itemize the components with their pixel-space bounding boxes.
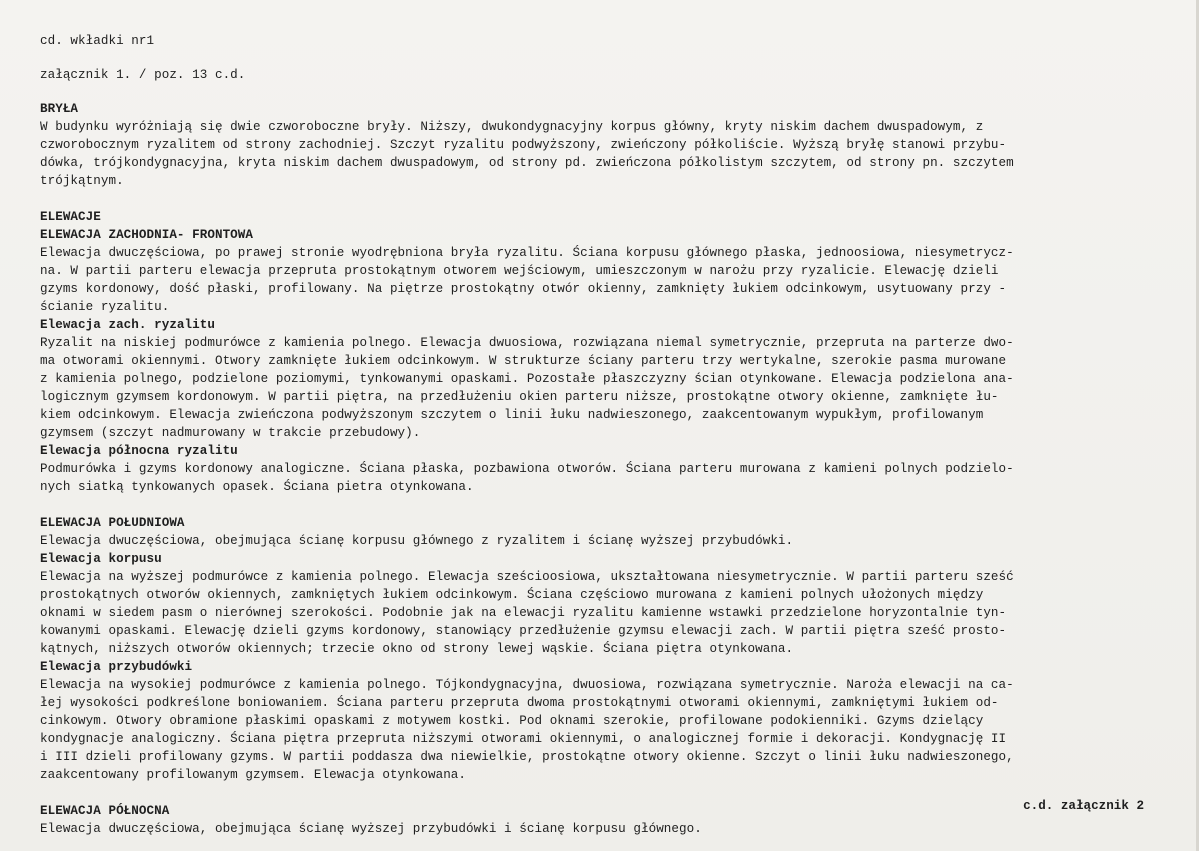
continuation-note: c.d. załącznik 2: [1023, 799, 1144, 813]
paragraph-line: dówka, trójkondygnacyjna, kryta niskim dachem dwuspadowym, od strony pd. zwieńczona półkolistym szczytem, od strony pn. szczytem: [40, 156, 1014, 170]
paragraph-line: czworobocznym ryzalitem od strony zachodniej. Szczyt ryzalitu podwyższony, zwieńczony półkoliście. Wyższą bryłę stanowi przybu-: [40, 138, 1007, 152]
section-title-elewacje: ELEWACJE: [40, 210, 101, 224]
subsection-title-polnocna: ELEWACJA PÓŁNOCNA: [40, 804, 170, 818]
paragraph-line: W budynku wyróżniają się dwie czworoboczne bryły. Niższy, dwukondygnacyjny korpus główny, kryty niskim dachem dwuspadowym, z: [40, 120, 984, 134]
subsection-title-poludniowa: ELEWACJA POŁUDNIOWA: [40, 516, 185, 530]
paragraph-line: na. W partii parteru elewacja przepruta prostokątnym otworem wejściowym, umieszczonym w narożu przy ryzalicie. Elewację dzieli: [40, 264, 999, 278]
paragraph-line: nych siatką tynkowanych opasek. Ściana pietra otynkowana.: [40, 480, 474, 494]
paragraph-line: z kamienia polnego, podzielone poziomymi, tynkowanymi opaskami. Pozostałe płaszczyzny ścian otynkowane. Elewacja podzielona ana-: [40, 372, 1014, 386]
paragraph-line: gzyms kordonowy, dość płaski, profilowany. Na piętrze prostokątny otwór okienny, zamknięty łukiem odcinkowym, usytuowany przy -: [40, 282, 1007, 296]
subsection-title-korpus: Elewacja korpusu: [40, 552, 162, 566]
paragraph-line: gzymsem (szczyt nadmurowany w trakcie przebudowy).: [40, 426, 421, 440]
section-title-bryla: BRYŁA: [40, 102, 79, 116]
subsection-title-ryzalit-pn: Elewacja północna ryzalitu: [40, 444, 238, 458]
paragraph-line: kondygnacje analogiczny. Ściana piętra przepruta niższymi otworami okiennymi, o analogicznej formie i dekoracji. Kondygnację II: [40, 732, 1007, 746]
paragraph-line: Elewacja dwuczęściowa, obejmująca ścianę wyższej przybudówki i ścianę korpusu głównego.: [40, 822, 702, 836]
paragraph-line: Elewacja na wysokiej podmurówce z kamienia polnego. Tójkondygnacyjna, dwuosiowa, rozwiązana symetrycznie. Naroża elewacji na ca-: [40, 678, 1014, 692]
paragraph-line: ma otworami okiennymi. Otwory zamknięte łukiem odcinkowym. W strukturze ściany parteru trzy wertykalne, szerokie pasma murowane: [40, 354, 1007, 368]
paragraph-line: Elewacja dwuczęściowa, po prawej stronie wyodrębniona bryła ryzalitu. Ściana korpusu głównego płaska, jednoosiowa, niesymetrycz-: [40, 246, 1014, 260]
paragraph-line: Elewacja dwuczęściowa, obejmująca ścianę korpusu głównego z ryzalitem i ścianę wyższej przybudówki.: [40, 534, 794, 548]
paragraph-line: trójkątnym.: [40, 174, 124, 188]
paragraph-line: kątnych, niższych otworów okiennych; trzecie okno od strony lewej wąskie. Ściana piętra otynkowana.: [40, 642, 794, 656]
subsection-title-zachodnia: ELEWACJA ZACHODNIA- FRONTOWA: [40, 228, 254, 242]
attachment-label: załącznik 1. / poz. 13 c.d.: [40, 68, 246, 82]
paragraph-line: logicznym gzymsem kordonowym. W partii piętra, na przedłużeniu okien parteru niższe, prostokątne otwory okienne, zamknięte łu-: [40, 390, 999, 404]
paragraph-line: kiem odcinkowym. Elewacja zwieńczona podwyższonym szczytem o linii łuku nadwieszonego, zaakcentowanym wypukłym, profilowanym: [40, 408, 984, 422]
paragraph-line: Ryzalit na niskiej podmurówce z kamienia polnego. Elewacja dwuosiowa, rozwiązana niemal symetrycznie, przepruta na parterze dwo-: [40, 336, 1014, 350]
paragraph-line: Podmurówka i gzyms kordonowy analogiczne. Ściana płaska, pozbawiona otworów. Ściana parteru murowana z kamieni polnych podzielo-: [40, 462, 1014, 476]
paragraph-line: kowanymi opaskami. Elewację dzieli gzyms kordonowy, stanowiący przedłużenie gzymsu elewacji zach. W partii piętra sześć prosto-: [40, 624, 1007, 638]
paragraph-line: ścianie ryzalitu.: [40, 300, 170, 314]
continuation-label: cd. wkładki nr1: [40, 34, 155, 48]
paragraph-line: łej wysokości podkreślone boniowaniem. Ściana parteru przepruta dwoma prostokątnymi otworami okiennymi, zamkniętymi łukiem od-: [40, 696, 999, 710]
subsection-title-ryzalit-zach: Elewacja zach. ryzalitu: [40, 318, 215, 332]
paragraph-line: prostokątnych otworów okiennych, zamkniętych łukiem odcinkowym. Ściana częściowo murowana z kamieni polnych ułożonych między: [40, 588, 984, 602]
paragraph-line: zaakcentowany profilowanym gzymsem. Elewacja otynkowana.: [40, 768, 467, 782]
subsection-title-przybudowka: Elewacja przybudówki: [40, 660, 193, 674]
paragraph-line: Elewacja na wyższej podmurówce z kamienia polnego. Elewacja sześcioosiowa, ukształtowana niesymetrycznie. W partii parteru sześć: [40, 570, 1014, 584]
paragraph-line: oknami w siedem pasm o nierównej szerokości. Podobnie jak na elewacji ryzalitu kamienne wstawki przedzielone horyzontalnie tyn-: [40, 606, 1007, 620]
paragraph-line: i III dzieli profilowany gzyms. W partii poddasza dwa niewielkie, prostokątne otwory okienne. Szczyt o linii łuku nadwieszonego,: [40, 750, 1014, 764]
document-body: [40, 32, 1155, 838]
paragraph-line: cinkowym. Otwory obramione płaskimi opaskami z motywem kostki. Pod oknami szerokie, profilowane podokienniki. Gzyms dzielący: [40, 714, 984, 728]
